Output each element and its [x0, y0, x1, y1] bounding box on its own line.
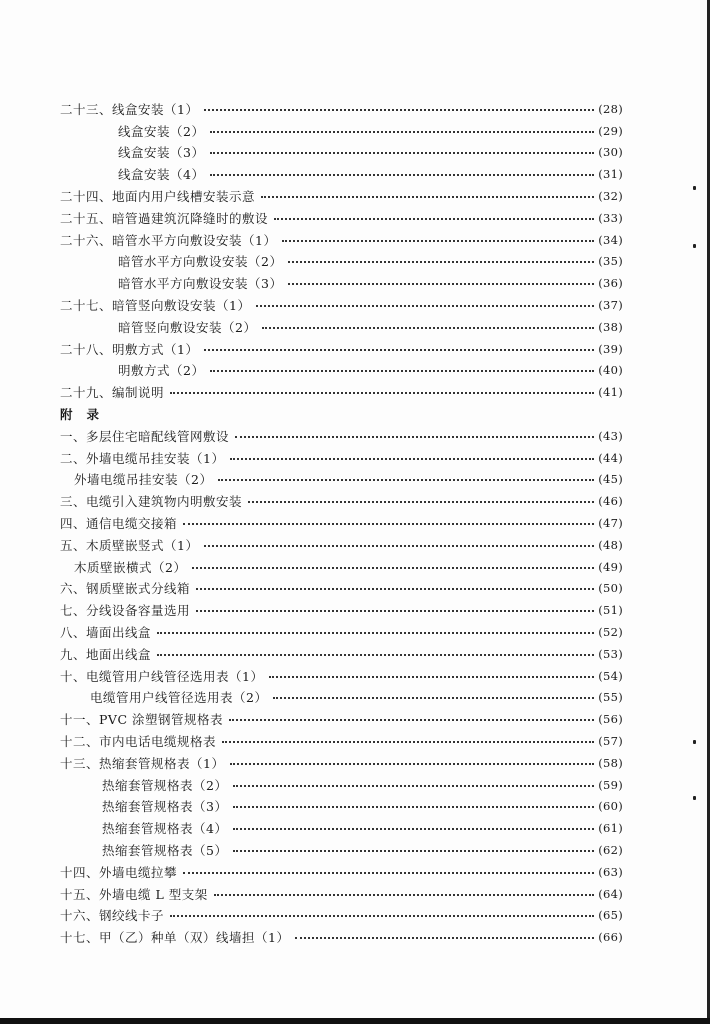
- toc-entry[interactable]: [0, 817, 710, 839]
- toc-entry[interactable]: [0, 338, 710, 360]
- toc-page-number: (54): [598, 668, 623, 683]
- toc-leader-dots: [230, 763, 594, 765]
- toc-leader-dots: [157, 632, 594, 634]
- toc-page-number: (53): [598, 646, 623, 661]
- toc-leader-dots: [210, 370, 594, 372]
- toc-entry-title: 电缆管用户线管径选用表（2）: [90, 690, 268, 706]
- toc-page-number: (58): [598, 755, 623, 770]
- toc-page-number: (35): [598, 254, 623, 269]
- toc-entry-title: 线盒安装（3）: [118, 145, 205, 161]
- toc-entry-title: 五、木质壁嵌竖式（1）: [60, 537, 199, 553]
- toc-page-number: (43): [598, 428, 623, 443]
- toc-entry-title: 热缩套管规格表（3）: [102, 799, 228, 815]
- toc-entry-title: 十、电缆管用户线管径选用表（1）: [60, 668, 264, 684]
- toc-entry-title: 十一、PVC 涂塑钢管规格表: [60, 712, 223, 728]
- toc-leader-dots: [204, 349, 594, 351]
- toc-leader-dots: [170, 392, 594, 394]
- toc-leader-dots: [210, 152, 594, 154]
- toc-entry-title: 二十五、暗管過建筑沉降缝时的敷设: [60, 210, 269, 226]
- toc-entry-title: 二、外墙电缆吊挂安装（1）: [60, 450, 225, 466]
- toc-entry[interactable]: [0, 904, 710, 926]
- toc-page-number: (62): [598, 842, 623, 857]
- toc-entry[interactable]: [0, 752, 710, 774]
- toc-entry[interactable]: [0, 883, 710, 905]
- toc-page-number: (49): [598, 559, 623, 574]
- toc-entry-title: 暗管水平方向敷设安装（3）: [118, 276, 283, 292]
- toc-leader-dots: [210, 131, 594, 133]
- toc-entry-title: 木质壁嵌横式（2）: [74, 559, 187, 575]
- toc-page-number: (45): [598, 472, 623, 487]
- toc-page-number: (64): [598, 886, 623, 901]
- toc-entry-title: 外墙电缆吊挂安装（2）: [74, 472, 213, 488]
- toc-page-number: (31): [598, 167, 623, 182]
- toc-leader-dots: [157, 654, 594, 656]
- toc-entry[interactable]: [0, 316, 710, 338]
- toc-page-number: (61): [598, 821, 623, 836]
- toc-leader-dots: [233, 850, 594, 852]
- toc-entry-title: 十五、外墙电缆 L 型支架: [60, 886, 208, 902]
- toc-leader-dots: [222, 741, 594, 743]
- toc-entry-title: 附录: [60, 407, 114, 423]
- toc-entry[interactable]: [0, 774, 710, 796]
- toc-entry-title: 八、墙面出线盒: [60, 625, 152, 641]
- toc-entry-title: 四、通信电缆交接箱: [60, 516, 178, 532]
- toc-leader-dots: [233, 806, 594, 808]
- toc-entry[interactable]: [0, 839, 710, 861]
- toc-entry[interactable]: [0, 490, 710, 512]
- toc-leader-dots: [214, 894, 594, 896]
- toc-leader-dots: [218, 479, 594, 481]
- toc-entry[interactable]: [0, 360, 710, 382]
- toc-entry[interactable]: [0, 665, 710, 687]
- toc-entry-title: 二十四、地面内用户线槽安装示意: [60, 189, 256, 205]
- toc-entry-title: 十七、甲（乙）种单（双）线墙担（1）: [60, 930, 290, 946]
- toc-entry[interactable]: [0, 98, 710, 120]
- toc-entry[interactable]: [0, 796, 710, 818]
- scan-speck: [693, 186, 696, 190]
- toc-leader-dots: [295, 937, 594, 939]
- toc-entry[interactable]: [0, 621, 710, 643]
- toc-entry[interactable]: [0, 272, 710, 294]
- toc-leader-dots: [192, 567, 594, 569]
- toc-page-number: (41): [598, 385, 623, 400]
- toc-entry-title: 暗管水平方向敷设安装（2）: [118, 254, 283, 270]
- toc-entry[interactable]: [0, 142, 710, 164]
- toc-entry-title: 六、钢质壁嵌式分线箱: [60, 581, 191, 597]
- toc-entry-title: 十六、钢绞线卡子: [60, 908, 165, 924]
- toc-leader-dots: [183, 872, 594, 874]
- toc-entry-title: 十四、外墙电缆拉攀: [60, 864, 178, 880]
- toc-leader-dots: [261, 196, 594, 198]
- toc-page-number: (57): [598, 734, 623, 748]
- toc-leader-dots: [262, 327, 594, 329]
- toc-entry[interactable]: [0, 469, 710, 491]
- toc-entry[interactable]: [0, 578, 710, 600]
- toc-entry-title: 线盒安装（4）: [118, 167, 205, 183]
- toc-entry-title: 二十七、暗管竖向敷设安装（1）: [60, 298, 251, 314]
- toc-entry-title: 七、分线设备容量选用: [60, 603, 191, 619]
- toc-section-heading: [0, 403, 710, 425]
- toc-leader-dots: [233, 828, 594, 830]
- toc-page-number: (55): [598, 690, 623, 705]
- toc-page-number: (50): [598, 581, 623, 596]
- scan-speck: [693, 796, 696, 800]
- toc-entry[interactable]: [0, 229, 710, 251]
- toc-page-number: (39): [598, 341, 623, 356]
- toc-entry[interactable]: [0, 926, 710, 948]
- toc-page-number: (37): [598, 298, 623, 313]
- toc-entry-title: 热缩套管规格表（4）: [102, 821, 228, 837]
- toc-leader-dots: [204, 109, 594, 111]
- toc-entry-title: 二十九、编制说明: [60, 385, 165, 401]
- toc-entry-title: 二十六、暗管水平方向敷设安装（1）: [60, 232, 277, 248]
- toc-entry[interactable]: [0, 381, 710, 403]
- toc-page-number: (56): [598, 712, 623, 727]
- toc-leader-dots: [288, 283, 594, 285]
- toc-page-number: (38): [598, 319, 623, 334]
- toc-page-number: (48): [598, 537, 623, 552]
- toc-page-number: (63): [598, 864, 623, 879]
- toc-entry[interactable]: [0, 207, 710, 229]
- toc-page-number: (65): [598, 908, 623, 923]
- toc-entry-title: 九、地面出线盒: [60, 646, 152, 662]
- toc-leader-dots: [235, 436, 594, 438]
- toc-entry-title: 热缩套管规格表（2）: [102, 777, 228, 793]
- toc-page-number: (44): [598, 450, 623, 465]
- toc-page-number: (29): [598, 123, 623, 138]
- toc-leader-dots: [210, 174, 594, 176]
- toc-page-number: (40): [598, 363, 623, 378]
- toc-entry[interactable]: [0, 599, 710, 621]
- toc-entry-title: 明敷方式（2）: [118, 363, 205, 379]
- toc-leader-dots: [229, 719, 594, 721]
- toc-entry[interactable]: [0, 251, 710, 273]
- toc-entry[interactable]: [0, 861, 710, 883]
- toc-entry[interactable]: [0, 163, 710, 185]
- toc-entry-title: 十二、市内电话电缆规格表: [60, 734, 217, 749]
- toc-leader-dots: [170, 915, 594, 917]
- toc-leader-dots: [196, 588, 594, 590]
- toc-entry-title: 线盒安装（2）: [118, 123, 205, 139]
- toc-entry[interactable]: [0, 687, 710, 709]
- toc-page-number: (28): [598, 101, 623, 116]
- toc-leader-dots: [269, 676, 594, 678]
- toc-leader-dots: [204, 545, 594, 547]
- toc-entry-title: 一、多层住宅暗配线管网敷设: [60, 428, 230, 444]
- toc-page-number: (60): [598, 799, 623, 814]
- toc-page-number: (34): [598, 232, 623, 247]
- toc-entry-title: 暗管竖向敷设安装（2）: [118, 319, 257, 335]
- toc-entry-title: 热缩套管规格表（5）: [102, 842, 228, 858]
- toc-entry[interactable]: [0, 556, 710, 578]
- toc-entry[interactable]: [0, 512, 710, 534]
- toc-entry[interactable]: [0, 534, 710, 556]
- toc-leader-dots: [183, 523, 594, 525]
- scan-speck: [693, 740, 696, 744]
- toc-entry[interactable]: [0, 730, 710, 752]
- scan-speck: [693, 244, 696, 248]
- scan-edge-bottom: [0, 1018, 710, 1024]
- toc-leader-dots: [230, 458, 594, 460]
- toc-entry-title: 二十三、线盒安装（1）: [60, 101, 199, 117]
- toc-page-number: (32): [598, 189, 623, 204]
- toc-leader-dots: [288, 261, 594, 263]
- toc-page-number: (66): [598, 930, 623, 945]
- toc-page-number: (52): [598, 625, 623, 640]
- toc-leader-dots: [233, 785, 594, 787]
- toc-leader-dots: [196, 610, 594, 612]
- toc-entry[interactable]: [0, 643, 710, 665]
- toc-page-number: (46): [598, 494, 623, 509]
- toc-entry-title: 十三、热缩套管规格表（1）: [60, 755, 225, 771]
- toc-entry-title: 三、电缆引入建筑物内明敷安装: [60, 494, 243, 510]
- table-of-contents: [0, 98, 710, 948]
- toc-leader-dots: [273, 697, 594, 699]
- toc-entry[interactable]: [0, 294, 710, 316]
- toc-entry[interactable]: [0, 185, 710, 207]
- toc-page-number: (33): [598, 210, 623, 225]
- toc-page-number: (51): [598, 603, 623, 618]
- toc-entry[interactable]: [0, 120, 710, 142]
- toc-page-number: (36): [598, 276, 623, 291]
- toc-leader-dots: [248, 501, 594, 503]
- toc-page-number: (30): [598, 145, 623, 160]
- toc-entry[interactable]: [0, 425, 710, 447]
- toc-leader-dots: [256, 305, 594, 307]
- toc-page-number: (47): [598, 516, 623, 531]
- toc-entry[interactable]: [0, 447, 710, 469]
- toc-leader-dots: [282, 240, 594, 242]
- toc-leader-dots: [274, 218, 594, 220]
- toc-page-number: (59): [598, 777, 623, 792]
- toc-entry[interactable]: [0, 708, 710, 730]
- toc-entry-title: 二十八、明敷方式（1）: [60, 341, 199, 357]
